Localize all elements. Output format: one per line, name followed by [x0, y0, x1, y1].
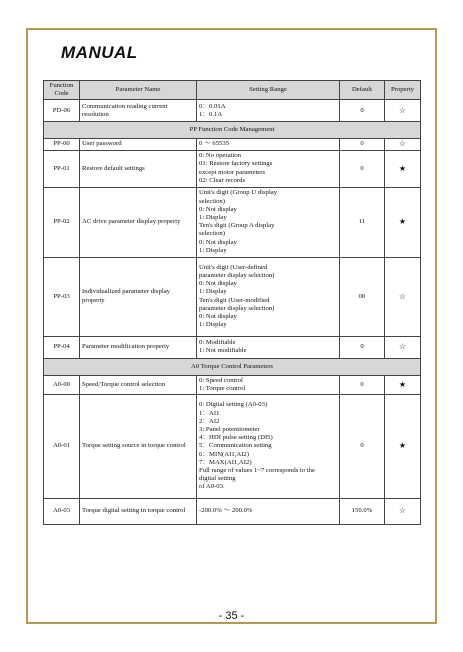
function-code-cell: A0-01 — [44, 395, 80, 499]
parameter-table — [43, 80, 421, 525]
setting-range-line: 0: No operation — [199, 152, 241, 160]
parameter-name-cell: Restore default settings — [80, 150, 197, 187]
parameter-name-cell: Speed/Torque control selection — [80, 375, 197, 394]
function-code-cell: A0-00 — [44, 375, 80, 394]
default-value-cell: 0 — [340, 139, 385, 150]
setting-range-line: 5：Communication setting — [199, 442, 272, 450]
table-body — [44, 100, 421, 525]
setting-range-line: 1: Display — [199, 321, 227, 329]
setting-range-cell — [197, 187, 340, 257]
setting-range-line: 7：MAX(AI1,AI2) — [199, 458, 252, 466]
table-row — [44, 499, 421, 525]
setting-range-line: 0: Speed control — [199, 376, 243, 384]
default-value-cell: 0 — [340, 375, 385, 394]
setting-range-line: 1: Display — [199, 288, 227, 296]
setting-range-line: Unit's digit (Group U display — [199, 189, 278, 197]
table-row — [44, 375, 421, 394]
section-title: A0 Torque Control Parameters — [44, 358, 421, 375]
property-star-icon: ★ — [385, 187, 421, 257]
property-star-icon: ☆ — [385, 100, 421, 122]
property-star-icon: ☆ — [385, 139, 421, 150]
setting-range-line: 01: Restore factory settings — [199, 160, 273, 168]
function-code-cell: PP-01 — [44, 150, 80, 187]
section-row — [44, 122, 421, 139]
parameter-name-cell: Communication reading current resolution — [80, 100, 197, 122]
setting-range-line: 1：0.1A — [199, 110, 223, 118]
function-code-cell: PP-03 — [44, 257, 80, 336]
setting-range-line: 02: Clear records — [199, 176, 246, 184]
function-code-cell: PP-00 — [44, 139, 80, 150]
default-value-cell: 0 — [340, 150, 385, 187]
table-row — [44, 257, 421, 336]
parameter-name-cell: Parameter modification property — [80, 336, 197, 358]
setting-range-line: Full range of values 1~7 corresponds to the — [199, 467, 315, 475]
parameter-name-cell: User password — [80, 139, 197, 150]
setting-range-line: 1: Display — [199, 246, 227, 254]
parameter-name-cell: AC drive parameter display property — [80, 187, 197, 257]
setting-range-cell — [197, 336, 340, 358]
table-row — [44, 139, 421, 150]
setting-range-line: selection) — [199, 197, 225, 205]
table-header-row — [44, 81, 421, 100]
section-row — [44, 358, 421, 375]
setting-range-cell — [197, 375, 340, 394]
setting-range-line: 0: Modifiable — [199, 338, 236, 346]
property-star-icon: ☆ — [385, 257, 421, 336]
setting-range-line: 3: Panel potentiometer — [199, 426, 260, 433]
function-code-cell: PD-06 — [44, 100, 80, 122]
property-star-icon: ☆ — [385, 336, 421, 358]
section-title: PP Function Code Management — [44, 122, 421, 139]
setting-range-cell — [197, 139, 340, 150]
setting-range-line: Unit's digit (User-defined — [199, 263, 268, 271]
setting-range-line: 1：AI1 — [199, 409, 220, 417]
setting-range-line: parameter display selection) — [199, 272, 275, 279]
setting-range-line: Ten's digit (User-modified — [199, 296, 270, 304]
page-number: - 35 - — [218, 610, 245, 622]
setting-range-cell — [197, 395, 340, 499]
table-row — [44, 336, 421, 358]
setting-range-line: 1: Not modifiable — [199, 347, 247, 355]
property-star-icon: ☆ — [385, 499, 421, 525]
setting-range-line: Ten's digit (Group A display — [199, 222, 275, 230]
column-header-function-code: Function Code — [44, 81, 80, 100]
setting-range-line: 0：0.01A — [199, 102, 226, 110]
setting-range-line: 0: Not display — [199, 238, 237, 246]
table-row — [44, 187, 421, 257]
column-header-setting-range: Setting Range — [197, 81, 340, 100]
setting-range-cell — [197, 100, 340, 122]
setting-range-cell — [197, 150, 340, 187]
setting-range-line: 1: Display — [199, 213, 227, 221]
default-value-cell: 0 — [340, 336, 385, 358]
property-star-icon: ★ — [385, 375, 421, 394]
table-row — [44, 100, 421, 122]
parameter-name-cell: Torque digital setting in torque control — [80, 499, 197, 525]
setting-range-line: digital setting — [199, 475, 236, 483]
parameter-name-cell: Torque setting source in torque control — [80, 395, 197, 499]
function-code-cell: PP-02 — [44, 187, 80, 257]
property-star-icon: ★ — [385, 150, 421, 187]
default-value-cell: 00 — [340, 257, 385, 336]
function-code-cell: PP-04 — [44, 336, 80, 358]
page-title: MANUAL — [61, 43, 138, 62]
parameter-name-cell: Individualized parameter display property — [80, 257, 197, 336]
default-value-cell: 0 — [340, 395, 385, 499]
default-value-cell: 11 — [340, 187, 385, 257]
setting-range-cell — [197, 257, 340, 336]
setting-range-line: of A0-03. — [199, 483, 225, 491]
setting-range-line: parameter display selection) — [199, 304, 275, 312]
setting-range-line: 0: Digital setting (A0-03) — [199, 401, 268, 409]
table-row — [44, 150, 421, 187]
setting-range-cell — [197, 499, 340, 525]
column-header-property: Property — [385, 81, 421, 100]
setting-range-line: 0: Not display — [199, 205, 237, 213]
property-star-icon: ★ — [385, 395, 421, 499]
default-value-cell: 150.0% — [340, 499, 385, 525]
setting-range-line: 0: Not display — [199, 280, 237, 288]
setting-range-line: 2：AI2 — [199, 417, 220, 425]
column-header-parameter-name: Parameter Name — [80, 81, 197, 100]
setting-range-line: 1: Torque control — [199, 384, 246, 392]
setting-range-line: selection) — [199, 230, 225, 238]
function-code-cell: A0-03 — [44, 499, 80, 525]
setting-range-line: 0: Not display — [199, 313, 237, 321]
table-row — [44, 395, 421, 499]
column-header-default: Default — [340, 81, 385, 100]
setting-range-line: except motor parameters — [199, 168, 266, 176]
default-value-cell: 0 — [340, 100, 385, 122]
setting-range-line: 6：MIN(AI1,AI2) — [199, 450, 249, 458]
setting-range-line: 4：HDI pulse setting (DI5) — [199, 434, 273, 442]
setting-range-line: -200.0% ～ 200.0% — [199, 507, 253, 515]
setting-range-line: 0 ～ 65535 — [199, 140, 230, 148]
